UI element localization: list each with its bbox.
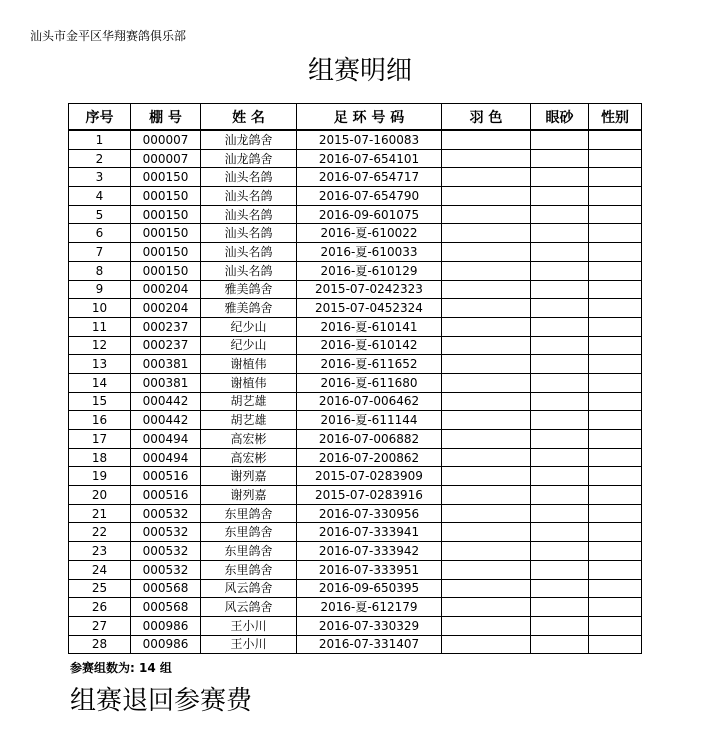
cell-ring: 2016-09-601075 (297, 205, 442, 224)
cell-color (442, 130, 531, 149)
cell-serial: 24 (69, 560, 131, 579)
cell-sex (589, 411, 642, 430)
cell-ring: 2016-09-650395 (297, 579, 442, 598)
cell-eye (531, 243, 589, 262)
cell-serial: 3 (69, 168, 131, 187)
cell-serial: 6 (69, 224, 131, 243)
cell-eye (531, 336, 589, 355)
cell-ring: 2015-07-0242323 (297, 280, 442, 299)
cell-name: 东里鸽舍 (201, 523, 297, 542)
cell-loft: 000442 (131, 392, 201, 411)
table-row (69, 392, 642, 411)
cell-serial: 21 (69, 504, 131, 523)
cell-ring: 2016-07-330329 (297, 616, 442, 635)
cell-loft: 000237 (131, 317, 201, 336)
cell-color (442, 317, 531, 336)
cell-eye (531, 392, 589, 411)
cell-name: 东里鸽舍 (201, 504, 297, 523)
cell-sex (589, 448, 642, 467)
cell-sex (589, 560, 642, 579)
cell-eye (531, 168, 589, 187)
table-row (69, 598, 642, 617)
cell-color (442, 430, 531, 449)
table-row (69, 504, 642, 523)
table-row (69, 542, 642, 561)
header-loft: 棚 号 (131, 104, 201, 131)
cell-loft: 000237 (131, 336, 201, 355)
cell-loft: 000986 (131, 616, 201, 635)
cell-eye (531, 149, 589, 168)
cell-name: 汕头名鸽 (201, 243, 297, 262)
cell-name: 雅美鸽舍 (201, 280, 297, 299)
cell-sex (589, 280, 642, 299)
cell-color (442, 336, 531, 355)
cell-name: 谢列嘉 (201, 486, 297, 505)
table-row (69, 280, 642, 299)
table-row (69, 486, 642, 505)
cell-loft: 000150 (131, 168, 201, 187)
cell-name: 胡艺雄 (201, 392, 297, 411)
table-row (69, 187, 642, 206)
cell-serial: 15 (69, 392, 131, 411)
cell-color (442, 598, 531, 617)
cell-sex (589, 467, 642, 486)
cell-sex (589, 224, 642, 243)
group-count: 参赛组数为: 14 组 (70, 661, 172, 675)
cell-ring: 2016-夏-612179 (297, 598, 442, 617)
cell-name: 王小川 (201, 635, 297, 654)
table-row (69, 467, 642, 486)
cell-color (442, 486, 531, 505)
cell-serial: 18 (69, 448, 131, 467)
cell-color (442, 168, 531, 187)
cell-loft: 000150 (131, 224, 201, 243)
cell-color (442, 542, 531, 561)
cell-loft: 000381 (131, 355, 201, 374)
table-row (69, 205, 642, 224)
cell-ring: 2016-07-200862 (297, 448, 442, 467)
cell-eye (531, 317, 589, 336)
cell-eye (531, 130, 589, 149)
cell-serial: 25 (69, 579, 131, 598)
cell-eye (531, 205, 589, 224)
cell-loft: 000204 (131, 299, 201, 318)
cell-loft: 000007 (131, 149, 201, 168)
cell-serial: 14 (69, 373, 131, 392)
cell-name: 纪少山 (201, 336, 297, 355)
table-row (69, 130, 642, 149)
cell-name: 雅美鸽舍 (201, 299, 297, 318)
table-row (69, 261, 642, 280)
cell-ring: 2016-07-330956 (297, 504, 442, 523)
table-row (69, 560, 642, 579)
cell-color (442, 205, 531, 224)
cell-serial: 7 (69, 243, 131, 262)
header-name: 姓 名 (201, 104, 297, 131)
cell-loft: 000516 (131, 467, 201, 486)
cell-sex (589, 598, 642, 617)
cell-color (442, 392, 531, 411)
cell-eye (531, 430, 589, 449)
cell-eye (531, 523, 589, 542)
cell-eye (531, 542, 589, 561)
cell-loft: 000381 (131, 373, 201, 392)
table-row (69, 336, 642, 355)
cell-eye (531, 467, 589, 486)
cell-serial: 11 (69, 317, 131, 336)
cell-eye (531, 579, 589, 598)
table-row (69, 373, 642, 392)
cell-loft: 000007 (131, 130, 201, 149)
cell-sex (589, 504, 642, 523)
cell-ring: 2016-夏-611652 (297, 355, 442, 374)
cell-sex (589, 355, 642, 374)
cell-eye (531, 411, 589, 430)
cell-serial: 23 (69, 542, 131, 561)
table-row (69, 355, 642, 374)
header-sex: 性别 (589, 104, 642, 131)
cell-serial: 13 (69, 355, 131, 374)
cell-name: 谢植伟 (201, 373, 297, 392)
cell-sex (589, 373, 642, 392)
cell-name: 汕头名鸽 (201, 224, 297, 243)
cell-sex (589, 187, 642, 206)
cell-ring: 2016-07-333941 (297, 523, 442, 542)
club-name: 汕头市金平区华翔赛鸽俱乐部 (30, 29, 187, 43)
cell-loft: 000150 (131, 205, 201, 224)
cell-color (442, 373, 531, 392)
cell-name: 东里鸽舍 (201, 560, 297, 579)
cell-eye (531, 598, 589, 617)
cell-serial: 28 (69, 635, 131, 654)
cell-color (442, 280, 531, 299)
table-row (69, 168, 642, 187)
cell-name: 高宏彬 (201, 448, 297, 467)
cell-name: 汕头名鸽 (201, 168, 297, 187)
cell-eye (531, 560, 589, 579)
cell-sex (589, 336, 642, 355)
cell-color (442, 243, 531, 262)
cell-color (442, 355, 531, 374)
cell-sex (589, 130, 642, 149)
cell-sex (589, 635, 642, 654)
cell-color (442, 299, 531, 318)
cell-name: 风云鸽舍 (201, 598, 297, 617)
cell-serial: 2 (69, 149, 131, 168)
cell-ring: 2016-夏-610141 (297, 317, 442, 336)
cell-loft: 000150 (131, 261, 201, 280)
cell-eye (531, 355, 589, 374)
cell-eye (531, 299, 589, 318)
cell-sex (589, 205, 642, 224)
cell-eye (531, 616, 589, 635)
cell-sex (589, 168, 642, 187)
cell-eye (531, 280, 589, 299)
cell-name: 谢列嘉 (201, 467, 297, 486)
cell-eye (531, 261, 589, 280)
cell-eye (531, 504, 589, 523)
cell-serial: 22 (69, 523, 131, 542)
table-row (69, 149, 642, 168)
cell-ring: 2016-07-333942 (297, 542, 442, 561)
cell-name: 汕龙鸽舍 (201, 130, 297, 149)
cell-color (442, 149, 531, 168)
table-row (69, 523, 642, 542)
cell-serial: 8 (69, 261, 131, 280)
cell-ring: 2016-夏-611680 (297, 373, 442, 392)
cell-loft: 000532 (131, 560, 201, 579)
cell-sex (589, 486, 642, 505)
cell-serial: 20 (69, 486, 131, 505)
header-color: 羽 色 (442, 104, 531, 131)
cell-name: 汕头名鸽 (201, 187, 297, 206)
header-serial: 序号 (69, 104, 131, 131)
table-row (69, 224, 642, 243)
cell-name: 汕头名鸽 (201, 261, 297, 280)
cell-ring: 2016-07-333951 (297, 560, 442, 579)
cell-sex (589, 392, 642, 411)
cell-loft: 000494 (131, 430, 201, 449)
cell-sex (589, 523, 642, 542)
cell-ring: 2015-07-0283916 (297, 486, 442, 505)
cell-loft: 000568 (131, 598, 201, 617)
table-row (69, 430, 642, 449)
cell-color (442, 187, 531, 206)
cell-loft: 000568 (131, 579, 201, 598)
cell-loft: 000150 (131, 187, 201, 206)
cell-ring: 2016-夏-611144 (297, 411, 442, 430)
cell-sex (589, 299, 642, 318)
cell-ring: 2015-07-160083 (297, 130, 442, 149)
cell-eye (531, 486, 589, 505)
cell-color (442, 616, 531, 635)
cell-loft: 000150 (131, 243, 201, 262)
cell-color (442, 635, 531, 654)
cell-sex (589, 317, 642, 336)
cell-name: 王小川 (201, 616, 297, 635)
cell-ring: 2016-07-331407 (297, 635, 442, 654)
cell-color (442, 448, 531, 467)
cell-color (442, 560, 531, 579)
cell-sex (589, 579, 642, 598)
cell-eye (531, 187, 589, 206)
cell-ring: 2016-07-006882 (297, 430, 442, 449)
cell-color (442, 411, 531, 430)
cell-loft: 000532 (131, 504, 201, 523)
cell-loft: 000204 (131, 280, 201, 299)
table-header-row (69, 104, 642, 131)
cell-serial: 1 (69, 130, 131, 149)
cell-ring: 2016-07-654790 (297, 187, 442, 206)
cell-eye (531, 373, 589, 392)
cell-color (442, 523, 531, 542)
cell-serial: 16 (69, 411, 131, 430)
cell-sex (589, 542, 642, 561)
table-body (69, 130, 642, 654)
cell-eye (531, 448, 589, 467)
table-row (69, 317, 642, 336)
document-title: 组赛明细 (307, 56, 412, 86)
table-row (69, 411, 642, 430)
cell-serial: 4 (69, 187, 131, 206)
cell-color (442, 224, 531, 243)
cell-ring: 2016-07-654101 (297, 149, 442, 168)
cell-ring: 2016-夏-610142 (297, 336, 442, 355)
cell-name: 汕龙鸽舍 (201, 149, 297, 168)
cell-serial: 5 (69, 205, 131, 224)
cell-loft: 000494 (131, 448, 201, 467)
cell-ring: 2016-07-006462 (297, 392, 442, 411)
cell-name: 胡艺雄 (201, 411, 297, 430)
cell-name: 东里鸽舍 (201, 542, 297, 561)
cell-loft: 000516 (131, 486, 201, 505)
table-row (69, 616, 642, 635)
cell-loft: 000532 (131, 523, 201, 542)
table-row (69, 243, 642, 262)
cell-name: 高宏彬 (201, 430, 297, 449)
cell-serial: 27 (69, 616, 131, 635)
cell-loft: 000532 (131, 542, 201, 561)
table-row (69, 299, 642, 318)
cell-color (442, 579, 531, 598)
details-table (68, 103, 642, 654)
cell-name: 纪少山 (201, 317, 297, 336)
header-eye: 眼砂 (531, 104, 589, 131)
cell-ring: 2016-夏-610022 (297, 224, 442, 243)
cell-sex (589, 261, 642, 280)
cell-serial: 10 (69, 299, 131, 318)
cell-sex (589, 430, 642, 449)
cell-sex (589, 616, 642, 635)
cell-serial: 26 (69, 598, 131, 617)
cell-name: 风云鸽舍 (201, 579, 297, 598)
cell-loft: 000986 (131, 635, 201, 654)
cell-eye (531, 224, 589, 243)
refund-heading: 组赛退回参赛费 (70, 686, 253, 716)
cell-serial: 17 (69, 430, 131, 449)
cell-sex (589, 243, 642, 262)
cell-name: 谢植伟 (201, 355, 297, 374)
cell-ring: 2015-07-0283909 (297, 467, 442, 486)
cell-color (442, 504, 531, 523)
table-row (69, 579, 642, 598)
cell-color (442, 467, 531, 486)
table-row (69, 635, 642, 654)
cell-serial: 9 (69, 280, 131, 299)
cell-serial: 19 (69, 467, 131, 486)
cell-eye (531, 635, 589, 654)
cell-sex (589, 149, 642, 168)
cell-loft: 000442 (131, 411, 201, 430)
table-row (69, 448, 642, 467)
cell-ring: 2016-夏-610033 (297, 243, 442, 262)
cell-ring: 2016-07-654717 (297, 168, 442, 187)
cell-name: 汕头名鸽 (201, 205, 297, 224)
cell-ring: 2016-夏-610129 (297, 261, 442, 280)
cell-color (442, 261, 531, 280)
header-ring: 足 环 号 码 (297, 104, 442, 131)
cell-serial: 12 (69, 336, 131, 355)
cell-ring: 2015-07-0452324 (297, 299, 442, 318)
